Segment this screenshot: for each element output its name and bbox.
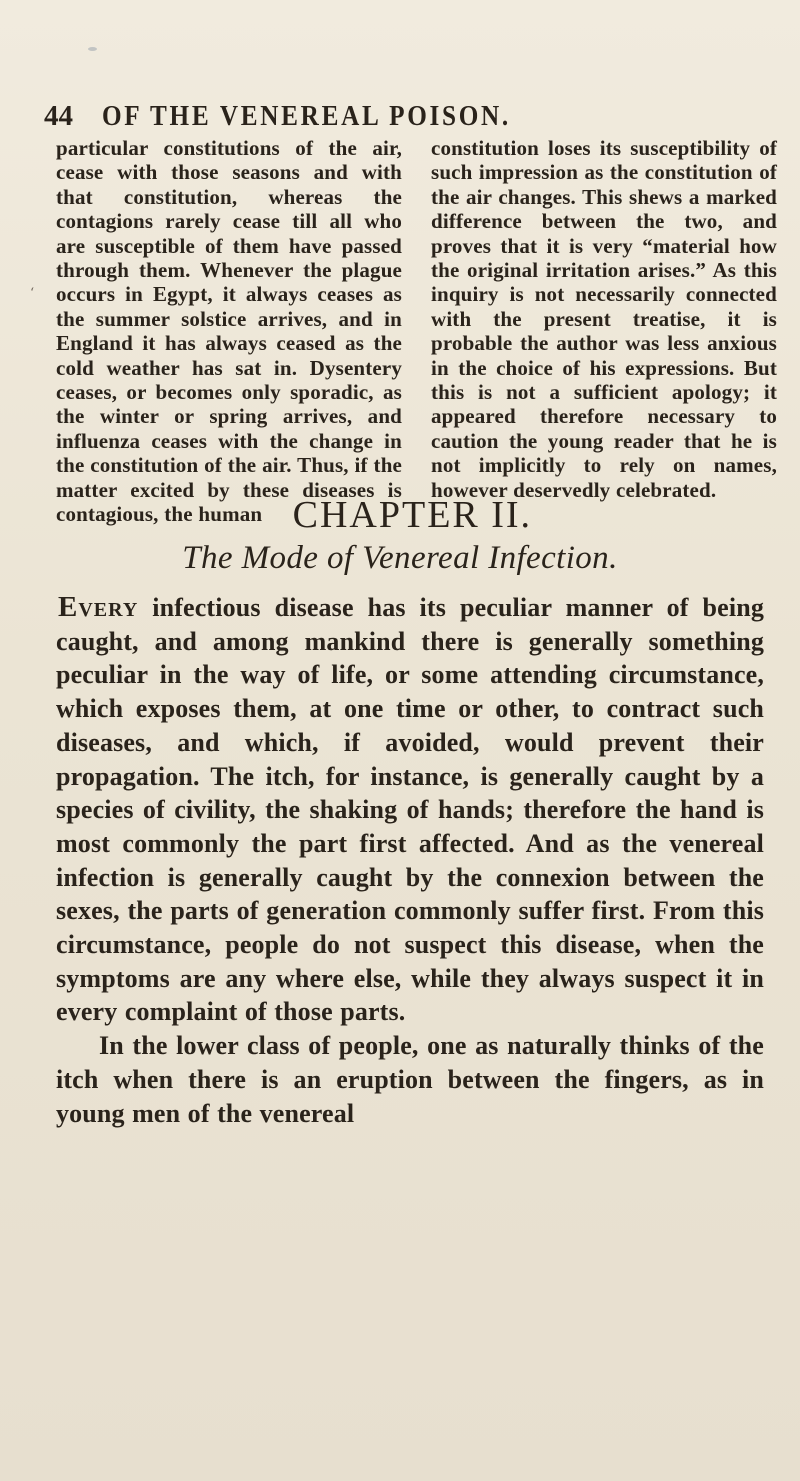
page-number: 44 (44, 100, 73, 132)
paragraph-2: In the lower class of people, one as naturally thinks of the itch when there is an eruption between the fingers, as in young men of the venereal (56, 1031, 764, 1128)
running-title: OF THE VENEREAL POISON. (102, 101, 511, 132)
chapter-heading: CHAPTER II. (292, 494, 533, 536)
left-column-text: particular constitutions of the air, cease with those seasons and with that constitution, whereas the contagions rarely cease till all who are susceptible of them have passed through them. Whenever the plague occurs in Egypt, it always ceases as the summer solstice arrives, and in England it has always ceased as the cold weather has sat in. Dysentery ceases, or becomes only sporadic, as the winter or spring arrives, and influenza ceases with the change in the constitution of the air. Thus, if the matter excited by these diseases is contagious, the human (56, 136, 402, 527)
page-header (44, 100, 765, 136)
page-smudge (88, 47, 97, 51)
paragraph-1 (56, 591, 764, 1029)
chapter-subtitle: The Mode of Venereal Infection. (182, 540, 618, 576)
margin-mark: ‘ (30, 286, 35, 301)
chapter-body (56, 591, 764, 1130)
paragraph-1-text: infectious disease has its peculiar manner of being caught, and among mankind there is generally something peculiar in the way of life, or some attending circumstance, which exposes them, at one time or other, to contract such diseases, and which, if avoided, would prevent their propagation. The itch, for instance, is generally caught by a species of civility, the shaking of hands; therefore the hand is most commonly the part first affected. And as the venereal infection is generally caught by the connexion between the sexes, the parts of generation commonly suffer first. From this circumstance, people do not suspect this disease, when the symptoms are any where else, while they always suspect it in every complaint of those parts. (56, 593, 764, 1027)
right-column-text: constitution loses its susceptibility of such impression as the constitution of the air changes. This shews a marked difference between the two, and proves that it is very “material how the original irritation arises.” As this inquiry is not necessarily connected with the present treatise, it is probable the author was less anxious in the choice of his expressions. But this is not a sufficient apology; it appeared therefore necessary to caution the young reader that he is not implicitly to rely on names, however deservedly celebrated. (431, 136, 777, 502)
lead-word: Every (58, 591, 139, 623)
